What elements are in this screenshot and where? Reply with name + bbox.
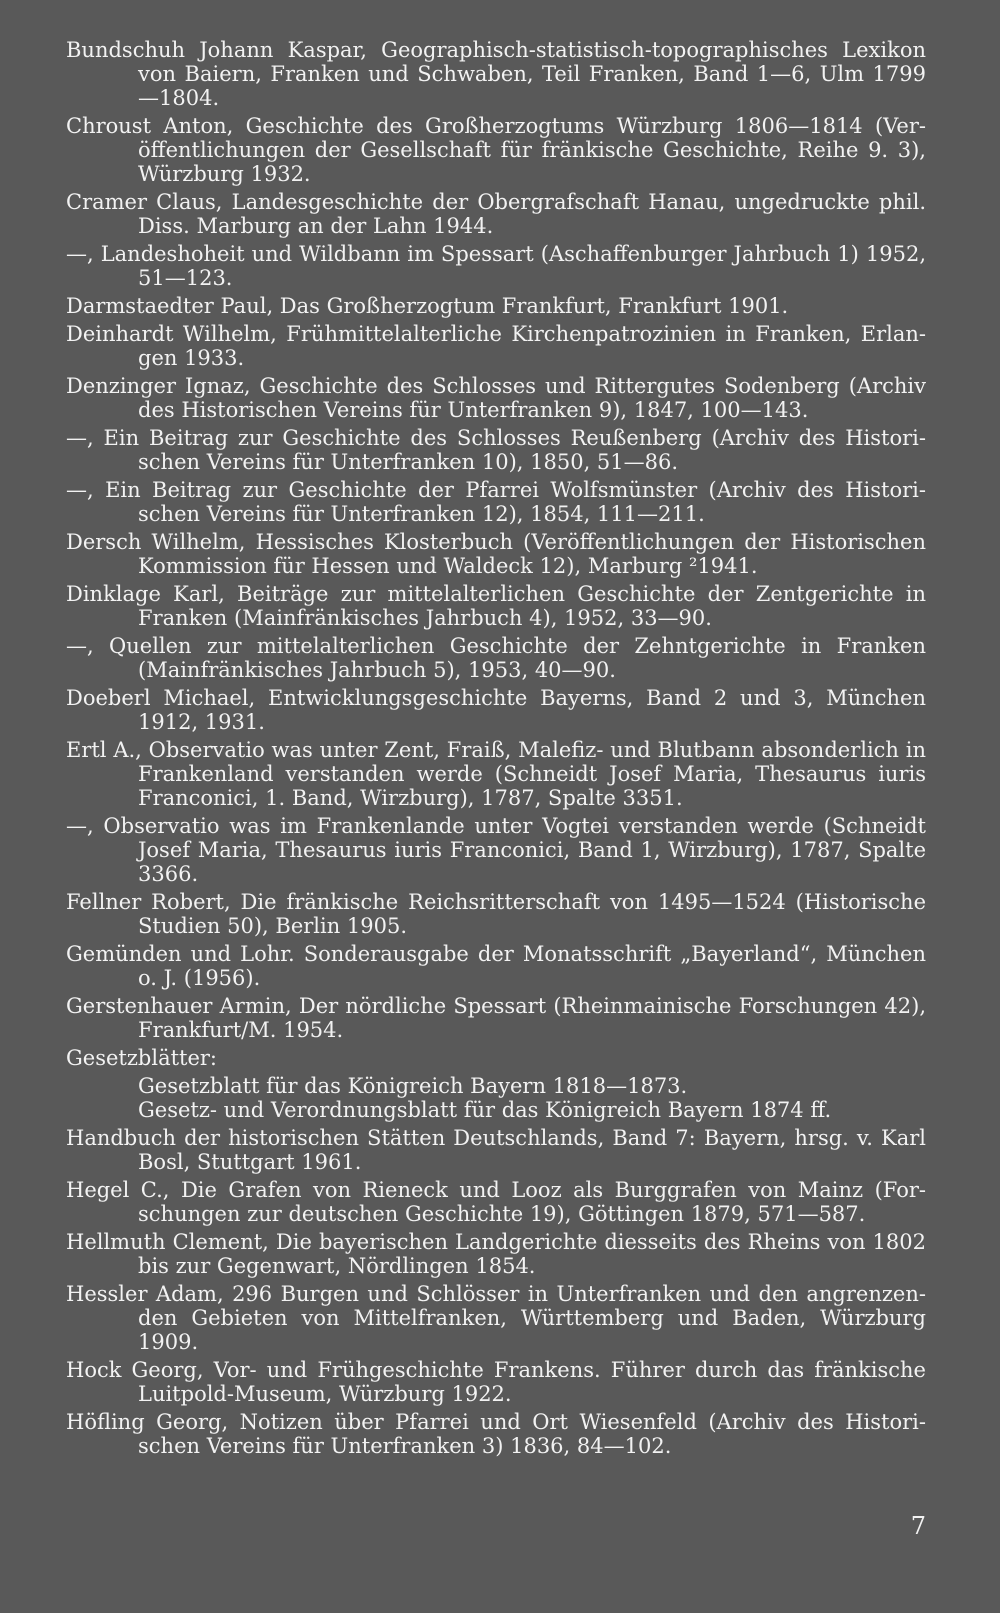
bibliography-entry: Dersch Wilhelm, Hessisches Klosterbuch (Veröffentlichungen der Historischen Kommission für Hessen und Waldeck 12), Marburg ²1941. [66,530,926,578]
gesetzblaetter-heading: Gesetzblätter: [66,1046,218,1070]
bibliography-entry: Ertl A., Observatio was unter Zent, Fraiß, Malefiz- und Blutbann absonderlich in Frankenland verstanden werde (Schneidt Josef Maria, Thesaurus iuris Franconici, 1. Band, Wirzburg), 1787, Spalte 3351. [66,738,926,810]
bibliography-entry: Fellner Robert, Die fränkische Reichsritterschaft von 1495—1524 (Historische Studien 50), Berlin 1905. [66,890,926,938]
gesetzblatt-item: Gesetz- und Verordnungsblatt für das Königreich Bayern 1874 ff. [138,1098,832,1122]
bibliography-entry: Denzinger Ignaz, Geschichte des Schlosses und Rittergutes Sodenberg (Archiv des Historischen Vereins für Unterfranken 9), 1847, 100—143. [66,374,926,422]
bibliography-entry: Cramer Claus, Landesgeschichte der Obergrafschaft Hanau, ungedruckte phil. Diss. Marburg an der Lahn 1944. [66,190,926,238]
bibliography-entry: Deinhardt Wilhelm, Frühmittelalterliche Kirchenpatrozinien in Franken, Erlangen 1933. [66,322,926,370]
bibliography-entry: Hellmuth Clement, Die bayerischen Landgerichte diesseits des Rheins von 1802 bis zur Gegenwart, Nördlingen 1854. [66,1230,926,1278]
bibliography-entry: Handbuch der historischen Stätten Deutschlands, Band 7: Bayern, hrsg. v. Karl Bosl, Stuttgart 1961. [66,1126,926,1174]
gesetzblatt-item: Gesetzblatt für das Königreich Bayern 1818—1873. [138,1074,688,1098]
bibliography-entry: —, Landeshoheit und Wildbann im Spessart (Aschaffenburger Jahrbuch 1) 1952, 51—123. [66,242,926,290]
bibliography-entry: Gerstenhauer Armin, Der nördliche Spessart (Rheinmainische Forschungen 42), Frankfurt/M. 1954. [66,994,926,1042]
bibliography-entry: Hessler Adam, 296 Burgen und Schlösser in Unterfranken und den angrenzenden Gebieten von Mittelfranken, Württemberg und Baden, Würzburg 1909. [66,1282,926,1354]
bibliography-entry: Hegel C., Die Grafen von Rieneck und Looz als Burggrafen von Mainz (Forschungen zur deutschen Geschichte 19), Göttingen 1879, 571—587. [66,1178,926,1226]
bibliography-entry: —, Quellen zur mittelalterlichen Geschichte der Zehntgerichte in Franken (Mainfränkisches Jahrbuch 5), 1953, 40—90. [66,634,926,682]
bibliography-entry: —, Ein Beitrag zur Geschichte des Schlosses Reußenberg (Archiv des Historischen Vereins für Unterfranken 10), 1850, 51—86. [66,426,926,474]
bibliography-entry: Gemünden und Lohr. Sonderausgabe der Monatsschrift „Bayerland“, München o. J. (1956). [66,942,926,990]
bibliography-entry: Höfling Georg, Notizen über Pfarrei und Ort Wiesenfeld (Archiv des Historischen Vereins für Unterfranken 3) 1836, 84—102. [66,1410,926,1458]
bibliography-entry: —, Ein Beitrag zur Geschichte der Pfarrei Wolfsmünster (Archiv des Historischen Vereins für Unterfranken 12), 1854, 111—211. [66,478,926,526]
bibliography-entry: Bundschuh Johann Kaspar, Geographisch-statistisch-topographisches Lexikon von Baiern, Franken und Schwaben, Teil Franken, Band 1—6, Ulm 1799—1804. [66,38,926,110]
bibliography-entry: Hock Georg, Vor- und Frühgeschichte Frankens. Führer durch das fränkische Luitpold-Museum, Würzburg 1922. [66,1358,926,1406]
bibliography-entry: Darmstaedter Paul, Das Großherzogtum Frankfurt, Frankfurt 1901. [66,294,789,318]
bibliography-entry: —, Observatio was im Frankenlande unter Vogtei verstanden werde (Schneidt Josef Maria, Thesaurus iuris Franconici, Band 1, Wirzburg), 1787, Spalte 3366. [66,814,926,886]
page-number: 7 [910,1512,926,1540]
bibliography-entry: Chroust Anton, Geschichte des Großherzogtums Würzburg 1806—1814 (Veröffentlichungen der Gesellschaft für fränkische Geschichte, Reihe 9. 3), Würzburg 1932. [66,114,926,186]
bibliography-entry: Dinklage Karl, Beiträge zur mittelalterlichen Geschichte der Zentgerichte in Franken (Mainfränkisches Jahrbuch 4), 1952, 33—90. [66,582,926,630]
bibliography-entry: Doeberl Michael, Entwicklungsgeschichte Bayerns, Band 2 und 3, München 1912, 1931. [66,686,926,734]
bibliography-list [66,38,926,1462]
